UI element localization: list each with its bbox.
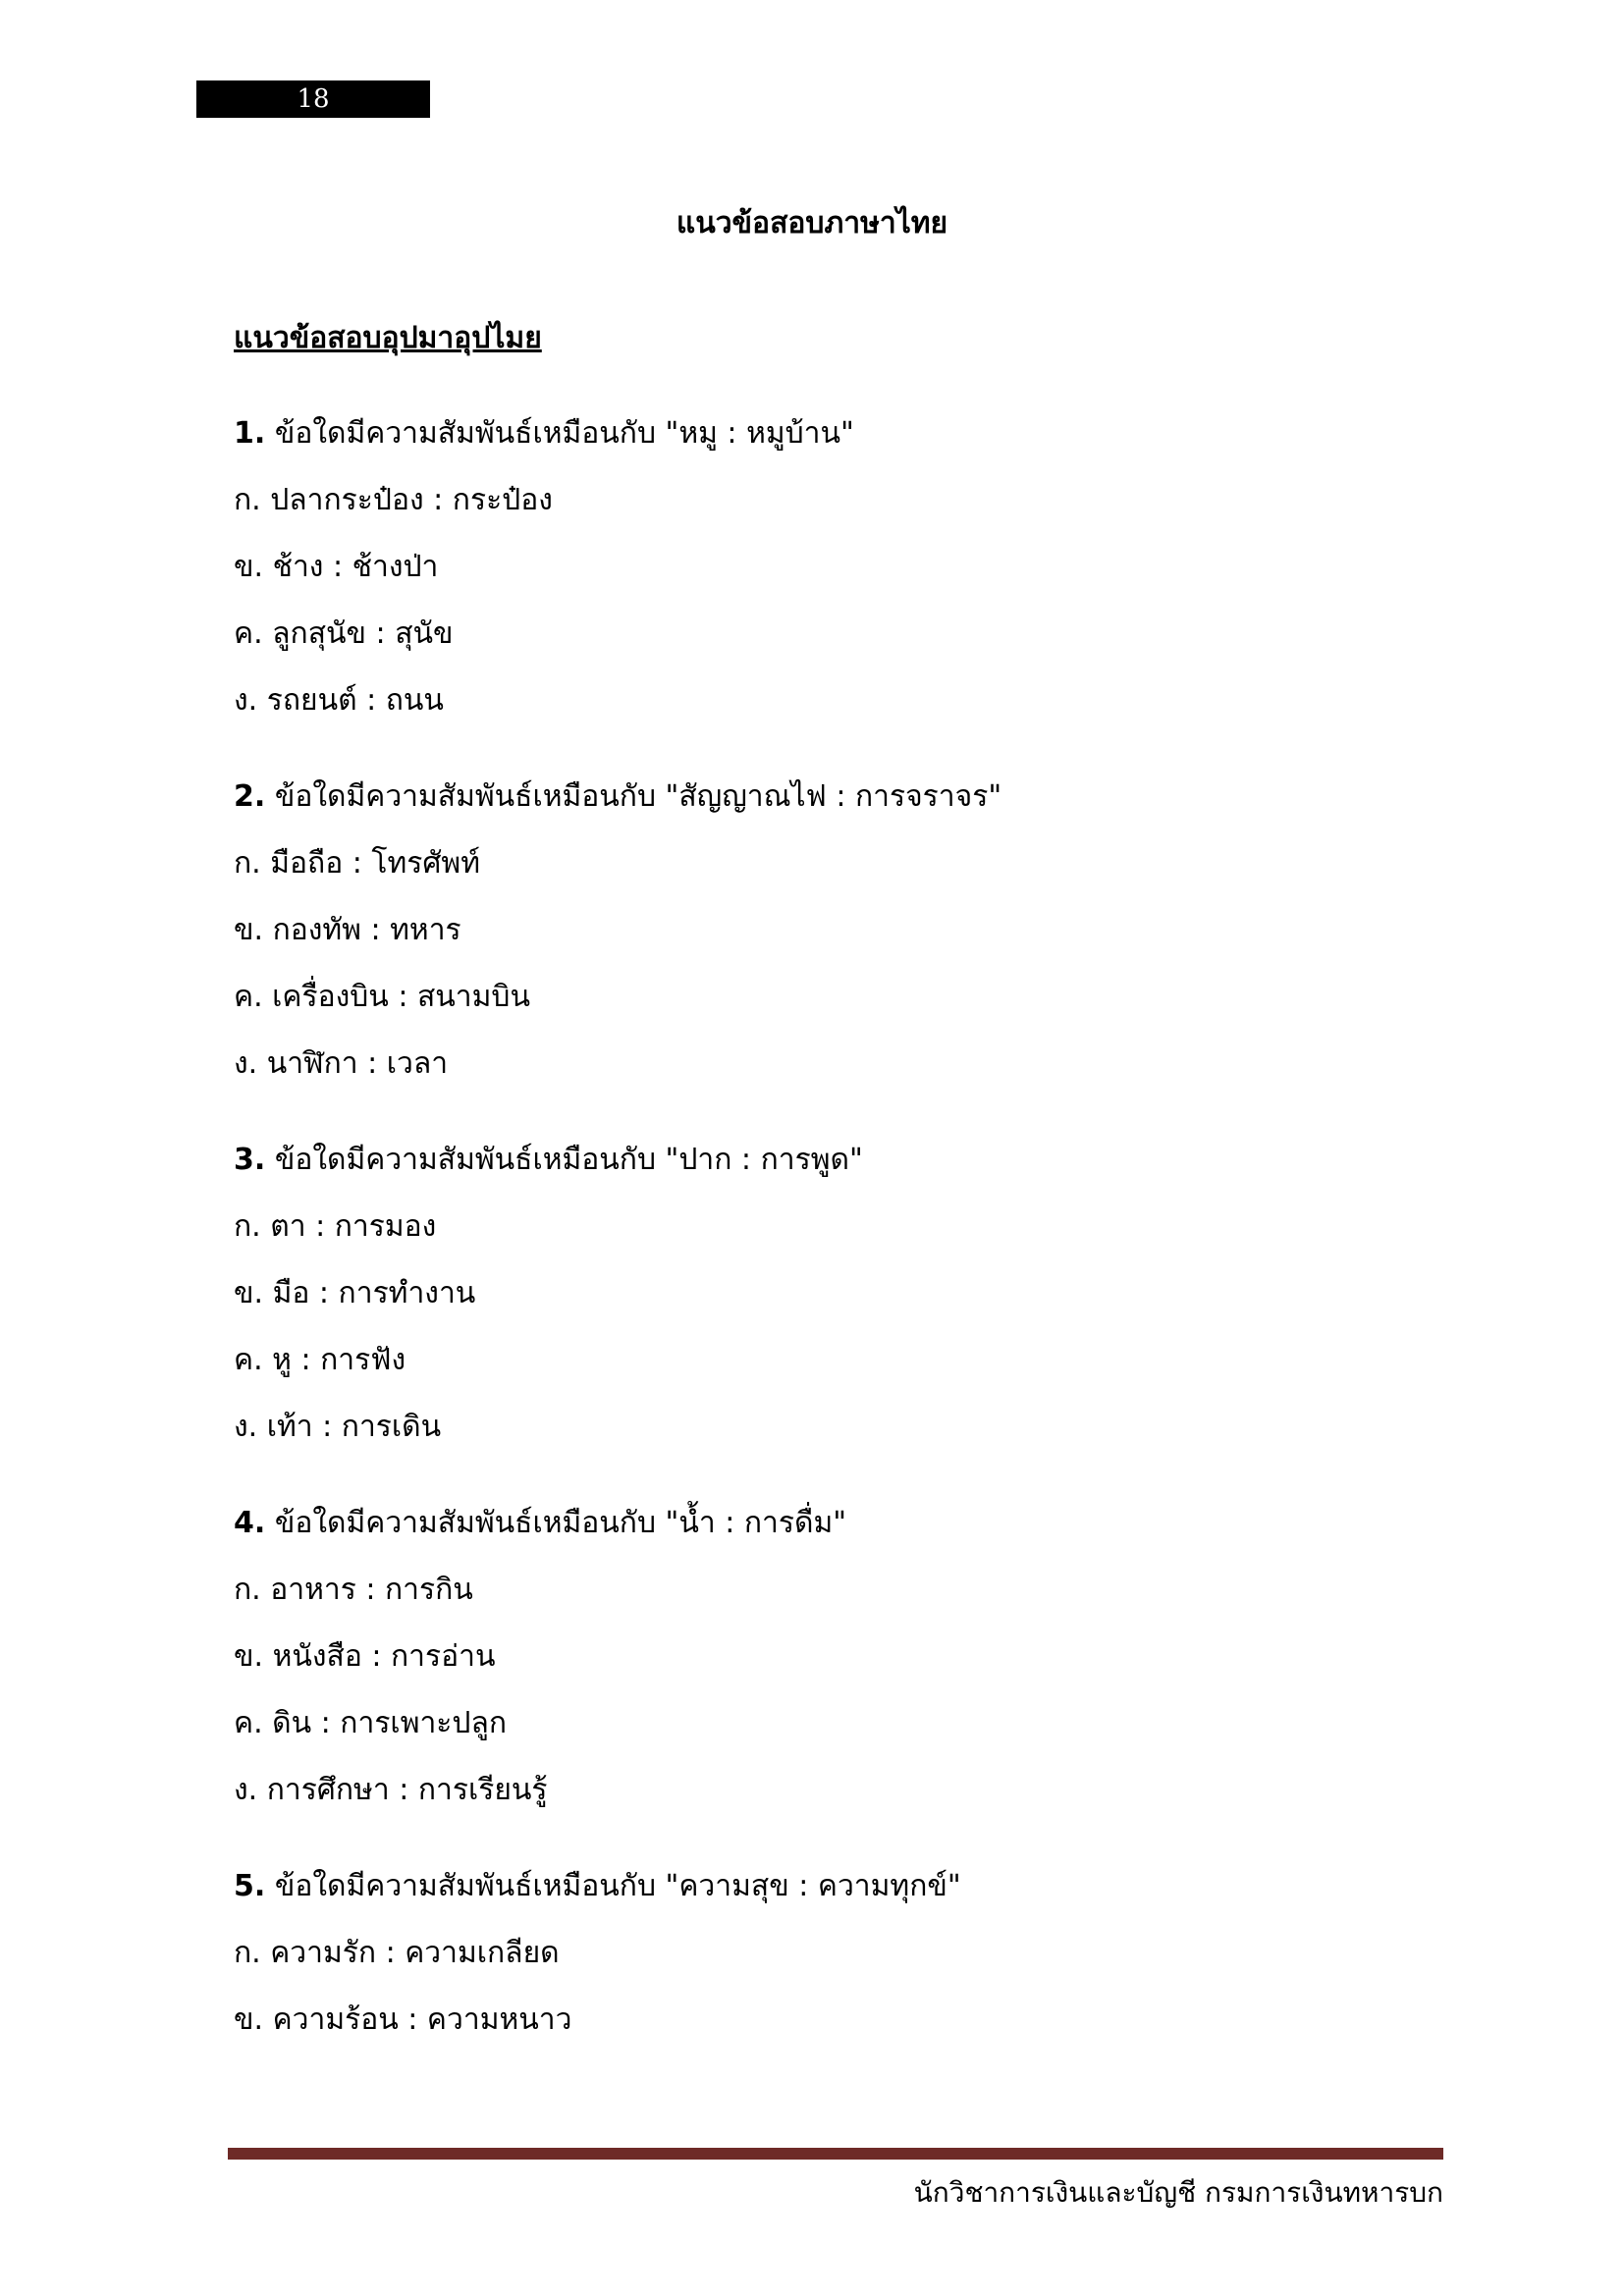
footer-divider xyxy=(228,2148,1443,2160)
question-number: 1. xyxy=(234,416,266,451)
question-text: ข้อใดมีความสัมพันธ์เหมือนกับ "ปาก : การพูด" xyxy=(274,1143,863,1177)
question-text: ข้อใดมีความสัมพันธ์เหมือนกับ "ความสุข : ความทุกข์" xyxy=(274,1869,961,1903)
question-3 xyxy=(234,1139,1412,1472)
answer-option: ค. เครื่องบิน : สนามบิน xyxy=(234,980,530,1014)
question-text: ข้อใดมีความสัมพันธ์เหมือนกับ "น้ำ : การดื่ม" xyxy=(274,1506,847,1540)
question-number: 4. xyxy=(234,1506,266,1540)
question-4 xyxy=(234,1502,1412,1836)
answer-option: ง. รถยนต์ : ถนน xyxy=(234,683,444,718)
answer-option: ก. มือถือ : โทรศัพท์ xyxy=(234,846,480,881)
question-text: ข้อใดมีความสัมพันธ์เหมือนกับ "สัญญาณไฟ : การจราจร" xyxy=(274,779,1002,814)
answer-option: ก. ตา : การมอง xyxy=(234,1209,437,1244)
question-prompt xyxy=(234,412,1412,479)
answer-option: ข. หนังสือ : การอ่าน xyxy=(234,1639,496,1674)
page-title: แนวข้อสอบภาษาไทย xyxy=(676,206,948,240)
answer-option: ข. กองทัพ : ทหาร xyxy=(234,913,461,947)
answer-option: ก. อาหาร : การกิน xyxy=(234,1573,473,1607)
answer-option: ข. ช้าง : ช้างป่า xyxy=(234,550,439,584)
page-number: 18 xyxy=(196,80,430,118)
answer-option: ค. หู : การฟัง xyxy=(234,1343,406,1377)
section-title: แนวข้อสอบอุปมาอุปไมย xyxy=(234,321,542,355)
answer-option: ง. นาฬิกา : เวลา xyxy=(234,1046,449,1081)
answer-option: ง. การศึกษา : การเรียนรู้ xyxy=(234,1773,548,1807)
answer-option: ง. เท้า : การเดิน xyxy=(234,1410,442,1444)
question-text: ข้อใดมีความสัมพันธ์เหมือนกับ "หมู : หมูบ้าน" xyxy=(274,416,854,451)
question-number: 3. xyxy=(234,1143,266,1177)
question-2 xyxy=(234,775,1412,1109)
answer-option: ก. ปลากระป๋อง : กระป๋อง xyxy=(234,483,553,517)
question-1 xyxy=(234,412,1412,746)
question-prompt xyxy=(234,775,1412,842)
question-5 xyxy=(234,1865,1412,2065)
answer-option: ข. มือ : การทำงาน xyxy=(234,1276,476,1310)
question-number: 2. xyxy=(234,779,266,814)
question-number: 5. xyxy=(234,1869,266,1903)
question-prompt xyxy=(234,1865,1412,1932)
question-list xyxy=(234,412,1412,2095)
answer-option: ค. ดิน : การเพาะปลูก xyxy=(234,1706,508,1740)
footer-text: นักวิชาการเงินและบัญชี กรมการเงินทหารบก xyxy=(913,2176,1443,2209)
question-prompt xyxy=(234,1502,1412,1569)
answer-option: ก. ความรัก : ความเกลียด xyxy=(234,1936,560,1970)
question-prompt xyxy=(234,1139,1412,1205)
answer-option: ค. ลูกสุนัข : สุนัข xyxy=(234,616,454,651)
answer-option: ข. ความร้อน : ความหนาว xyxy=(234,2002,572,2037)
